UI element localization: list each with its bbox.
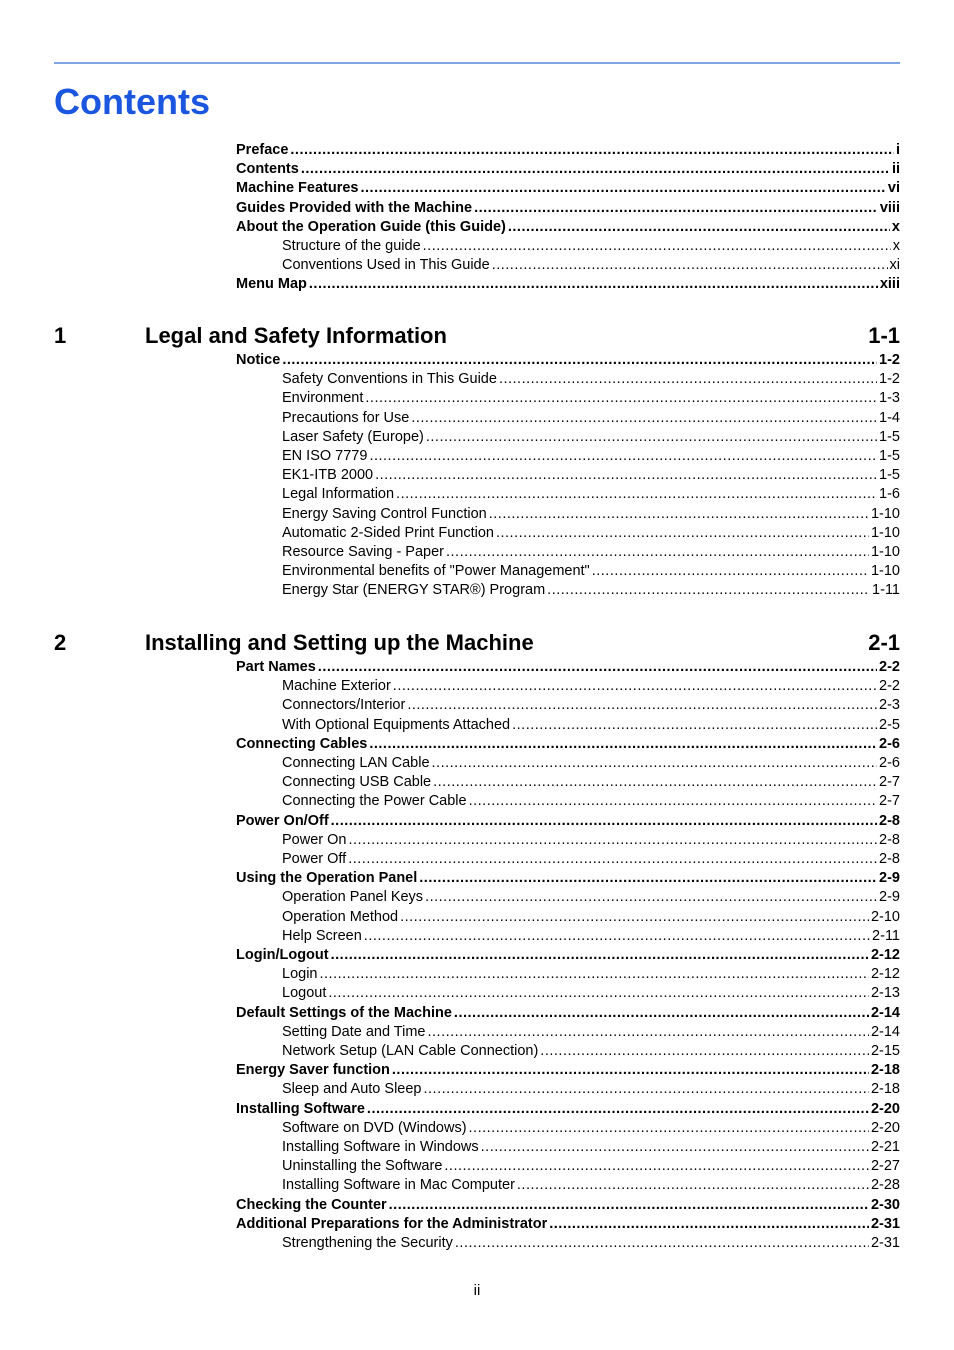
dot-leader: [423, 1080, 868, 1099]
toc-entry-page: vi: [887, 180, 900, 197]
dot-leader: [432, 754, 878, 773]
toc-entry[interactable]: [282, 965, 900, 984]
toc-entry-page: 2-3: [879, 697, 900, 714]
dot-leader: [365, 389, 877, 408]
dot-leader: [444, 1157, 869, 1176]
toc-entry-page: 1-10: [870, 544, 900, 560]
toc-entry-page: 1-2: [879, 371, 900, 388]
toc-entry[interactable]: [236, 869, 900, 888]
toc-entry-page: 1-10: [870, 563, 900, 580]
dot-leader: [423, 237, 891, 256]
toc-entry-label: Using the Operation Panel: [236, 870, 418, 887]
toc-entry-label: Automatic 2-Sided Print Function: [282, 524, 494, 541]
toc-entry[interactable]: [282, 888, 900, 907]
toc-entry-page: 2-18: [870, 1062, 900, 1079]
dot-leader: [433, 773, 877, 792]
toc-entry[interactable]: [236, 735, 900, 754]
dot-leader: [407, 696, 877, 715]
toc-entry-page: 2-7: [879, 793, 900, 810]
toc-entry-page: 1-10: [870, 505, 900, 522]
toc-entry-label: Login: [282, 966, 318, 983]
toc-entry-page: 2-13: [870, 985, 900, 1002]
toc-entry[interactable]: [236, 812, 900, 831]
toc-entry-label: Menu Map: [236, 276, 307, 293]
toc-entry-label: Laser Safety (Europe): [282, 428, 424, 445]
toc-entry[interactable]: [236, 275, 900, 294]
toc-entry-page: 2-31: [870, 1215, 900, 1232]
toc-entry-page: 2-20: [870, 1100, 900, 1117]
toc-entry[interactable]: [282, 1119, 900, 1138]
toc-entry[interactable]: [282, 485, 900, 504]
toc-entry[interactable]: [282, 1042, 900, 1061]
dot-leader: [425, 888, 877, 907]
toc-entry[interactable]: [236, 946, 900, 965]
toc-entry-label: Power On: [282, 831, 347, 848]
toc-entry-label: Uninstalling the Software: [282, 1158, 443, 1175]
toc-entry-label: Sleep and Auto Sleep: [282, 1081, 422, 1098]
toc-entry-page: 2-31: [870, 1235, 900, 1251]
toc-entry-label: Resource Saving - Paper: [282, 544, 444, 560]
toc-entry[interactable]: [236, 351, 900, 370]
toc-entry-label: Installing Software: [236, 1100, 365, 1117]
toc-entry[interactable]: [282, 716, 900, 735]
dot-leader: [331, 812, 877, 831]
toc-entry-label: Preface: [236, 142, 289, 158]
toc-entry[interactable]: [282, 1234, 900, 1253]
toc-entry[interactable]: [236, 658, 900, 677]
toc-entry-label: Conventions Used in This Guide: [282, 257, 490, 274]
chapter-title: Installing and Setting up the Machine: [145, 630, 534, 655]
toc-entry-page: 2-15: [870, 1043, 900, 1059]
toc-entry-page: 1-11: [872, 582, 900, 599]
toc-entry-label: EK1-ITB 2000: [282, 467, 374, 484]
chapter-number: 1: [54, 323, 67, 348]
toc-entry[interactable]: [282, 1080, 900, 1099]
toc-entry-label: Connecting the Power Cable: [282, 793, 467, 810]
dot-leader: [592, 562, 869, 581]
toc-entry-page: 1-6: [879, 486, 900, 503]
toc-entry[interactable]: [282, 524, 900, 543]
toc-entry-page: 2-30: [870, 1196, 900, 1213]
toc-entry-page: x: [892, 238, 900, 254]
toc-entry-label: Installing Software in Windows: [282, 1139, 479, 1155]
toc-entry-page: 2-28: [870, 1177, 900, 1194]
toc-entry-label: Energy Star (ENERGY STAR®) Program: [282, 582, 546, 599]
toc-entry-label: Login/Logout: [236, 947, 329, 963]
toc-entry-label: Precautions for Use: [282, 409, 410, 426]
toc-entry[interactable]: [282, 984, 900, 1003]
dot-leader: [446, 543, 869, 562]
dot-leader: [427, 1023, 868, 1042]
toc-entry-page: 2-14: [870, 1004, 900, 1021]
toc-entry[interactable]: [282, 389, 900, 408]
dot-leader: [301, 160, 890, 179]
toc-entry[interactable]: [282, 370, 900, 389]
dot-leader: [517, 1176, 869, 1195]
dot-leader: [512, 716, 877, 735]
toc-entry-page: 2-8: [879, 851, 900, 867]
dot-leader: [369, 447, 877, 466]
chapter-title: Legal and Safety Information: [145, 323, 447, 348]
toc-entry-label: Connectors/Interior: [282, 697, 406, 714]
dot-leader: [290, 141, 894, 160]
chapter-page: 2-1: [868, 630, 900, 655]
toc-entry[interactable]: [282, 1023, 900, 1042]
dot-leader: [489, 505, 869, 524]
toc-entry-label: Part Names: [236, 659, 316, 675]
toc-entry-page: 2-7: [879, 774, 900, 791]
toc-entry[interactable]: [282, 581, 900, 600]
page-number: ii: [473, 1282, 481, 1299]
dot-leader: [361, 179, 886, 198]
toc-entry[interactable]: [282, 466, 900, 485]
toc-entry-label: Environment: [282, 390, 364, 407]
toc-entry-page: 2-6: [879, 755, 900, 771]
toc-entry[interactable]: [282, 428, 900, 447]
toc-entry-page: 2-21: [870, 1139, 900, 1155]
chapter-page: 1-1: [868, 323, 900, 348]
dot-leader: [411, 409, 877, 428]
toc-entry-label: Setting Date and Time: [282, 1023, 426, 1040]
dot-leader: [396, 485, 877, 504]
toc-entry-page: 1-4: [879, 409, 900, 426]
toc-entry-label: Safety Conventions in This Guide: [282, 371, 497, 388]
toc-entry[interactable]: [236, 199, 900, 218]
toc-entry-label: Guides Provided with the Machine: [236, 199, 473, 216]
toc-entry-page: 2-9: [879, 889, 900, 906]
dot-leader: [454, 1004, 869, 1023]
dot-leader: [492, 256, 888, 275]
toc-entry-page: 1-5: [879, 428, 900, 445]
toc-entry-page: 2-9: [879, 870, 900, 887]
dot-leader: [328, 984, 869, 1003]
toc-entry-label: Notice: [236, 352, 281, 368]
toc-entry-label: Machine Features: [236, 180, 359, 197]
toc-entry-label: Operation Panel Keys: [282, 889, 424, 906]
toc-entry[interactable]: [282, 696, 900, 715]
toc-entry-page: ii: [891, 161, 900, 178]
toc-entry[interactable]: [236, 218, 900, 237]
dot-leader: [364, 927, 870, 946]
toc-entry-label: Connecting Cables: [236, 735, 368, 752]
toc-entry-page: 2-27: [870, 1158, 900, 1175]
toc-entry-label: Legal Information: [282, 486, 395, 503]
toc-entry[interactable]: [282, 927, 900, 946]
toc-entry-page: 2-2: [879, 659, 900, 675]
dot-leader: [318, 658, 877, 677]
dot-leader: [319, 965, 868, 984]
toc-entry-label: About the Operation Guide (this Guide): [236, 218, 506, 235]
toc-entry[interactable]: [282, 409, 900, 428]
toc-entry-page: i: [895, 142, 900, 158]
dot-leader: [375, 466, 877, 485]
dot-leader: [419, 869, 877, 888]
dot-leader: [469, 792, 877, 811]
toc-entry-label: Contents: [236, 161, 299, 178]
toc-entry[interactable]: [236, 1004, 900, 1023]
toc-entry-page: 2-8: [879, 812, 900, 829]
toc-entry-page: xiii: [879, 276, 900, 293]
toc-entry[interactable]: [282, 447, 900, 466]
toc-entry-page: 2-12: [870, 947, 900, 963]
toc-entry[interactable]: [282, 256, 900, 275]
dot-leader: [547, 581, 870, 600]
toc-entry[interactable]: [282, 505, 900, 524]
dot-leader: [474, 199, 878, 218]
toc-entry-page: 2-10: [870, 908, 900, 925]
toc-entry[interactable]: [282, 1176, 900, 1195]
toc-entry[interactable]: [236, 1061, 900, 1080]
toc-entry-page: 2-12: [870, 966, 900, 983]
top-rule: [54, 62, 900, 64]
dot-leader: [348, 831, 877, 850]
chapter-heading[interactable]: [54, 322, 900, 350]
toc-entry[interactable]: [236, 1100, 900, 1119]
toc-entry[interactable]: [282, 1157, 900, 1176]
dot-leader: [426, 428, 877, 447]
toc-entry[interactable]: [282, 850, 900, 869]
toc-entry-page: 2-5: [879, 716, 900, 733]
toc-entry[interactable]: [282, 543, 900, 562]
toc-entry-label: Additional Preparations for the Administrator: [236, 1215, 548, 1232]
dot-leader: [469, 1119, 869, 1138]
dot-leader: [496, 524, 869, 543]
toc-entry-page: 2-6: [879, 735, 900, 752]
toc-entry[interactable]: [236, 160, 900, 179]
dot-leader: [392, 1061, 869, 1080]
toc-entry-page: 1-5: [879, 448, 900, 464]
dot-leader: [400, 908, 869, 927]
toc-entry-page: 2-11: [872, 927, 900, 944]
chapter-heading[interactable]: [54, 629, 900, 657]
toc-entry[interactable]: [282, 1138, 900, 1157]
toc-entry-label: EN ISO 7779: [282, 448, 368, 464]
dot-leader: [508, 218, 890, 237]
dot-leader: [389, 1196, 869, 1215]
toc-entry-page: 1-3: [879, 390, 900, 407]
toc-entry[interactable]: [282, 792, 900, 811]
toc-entry[interactable]: [282, 562, 900, 581]
toc-entry-label: Energy Saving Control Function: [282, 505, 487, 522]
toc-entry-label: Strengthening the Security: [282, 1235, 453, 1251]
dot-leader: [499, 370, 877, 389]
toc-entry-label: Logout: [282, 985, 327, 1002]
toc-entry-label: Operation Method: [282, 908, 399, 925]
toc-entry[interactable]: [236, 1196, 900, 1215]
toc-entry[interactable]: [236, 141, 900, 160]
toc-entry-label: Energy Saver function: [236, 1062, 390, 1079]
toc-entry-label: Power Off: [282, 851, 347, 867]
toc-entry[interactable]: [236, 179, 900, 198]
toc-entry-label: With Optional Equipments Attached: [282, 716, 511, 733]
toc-entry-label: Network Setup (LAN Cable Connection): [282, 1043, 539, 1059]
toc-entry-page: 1-10: [870, 524, 900, 541]
dot-leader: [549, 1215, 869, 1234]
toc-entry-label: Connecting USB Cable: [282, 774, 432, 791]
toc-entry-label: Checking the Counter: [236, 1196, 387, 1213]
toc-entry-page: 1-5: [879, 467, 900, 484]
toc-entry-page: 2-8: [879, 831, 900, 848]
toc-entry-page: 2-18: [870, 1081, 900, 1098]
toc-entry[interactable]: [282, 754, 900, 773]
toc-entry-page: viii: [879, 199, 900, 216]
toc-entry[interactable]: [282, 237, 900, 256]
toc-entry-label: Machine Exterior: [282, 678, 391, 695]
dot-leader: [455, 1234, 869, 1253]
toc-entry-page: 1-2: [879, 352, 900, 368]
page-title: Contents: [54, 81, 210, 122]
dot-leader: [367, 1100, 869, 1119]
toc-entry-label: Environmental benefits of "Power Management": [282, 563, 590, 580]
dot-leader: [481, 1138, 869, 1157]
dot-leader: [369, 735, 877, 754]
dot-leader: [331, 946, 869, 965]
toc-entry-label: Installing Software in Mac Computer: [282, 1177, 515, 1194]
toc-entry-page: x: [891, 218, 900, 235]
dot-leader: [282, 351, 877, 370]
toc-entry-page: 2-14: [870, 1023, 900, 1040]
toc-entry[interactable]: [236, 1215, 900, 1234]
toc-entry-page: xi: [889, 257, 900, 274]
toc-entry[interactable]: [282, 773, 900, 792]
dot-leader: [393, 677, 877, 696]
dot-leader: [348, 850, 877, 869]
toc-entry-page: 2-20: [870, 1119, 900, 1136]
toc-entry-label: Power On/Off: [236, 812, 329, 829]
toc-entry-label: Structure of the guide: [282, 238, 421, 254]
toc-entry[interactable]: [282, 831, 900, 850]
toc-entry-label: Default Settings of the Machine: [236, 1004, 452, 1021]
toc-entry-page: 2-2: [879, 678, 900, 695]
toc-entry[interactable]: [282, 908, 900, 927]
dot-leader: [309, 275, 878, 294]
dot-leader: [540, 1042, 869, 1061]
toc-entry[interactable]: [282, 677, 900, 696]
toc-entry-label: Connecting LAN Cable: [282, 755, 430, 771]
toc-entry-label: Software on DVD (Windows): [282, 1119, 467, 1136]
chapter-number: 2: [54, 630, 67, 655]
toc-entry-label: Help Screen: [282, 927, 362, 944]
